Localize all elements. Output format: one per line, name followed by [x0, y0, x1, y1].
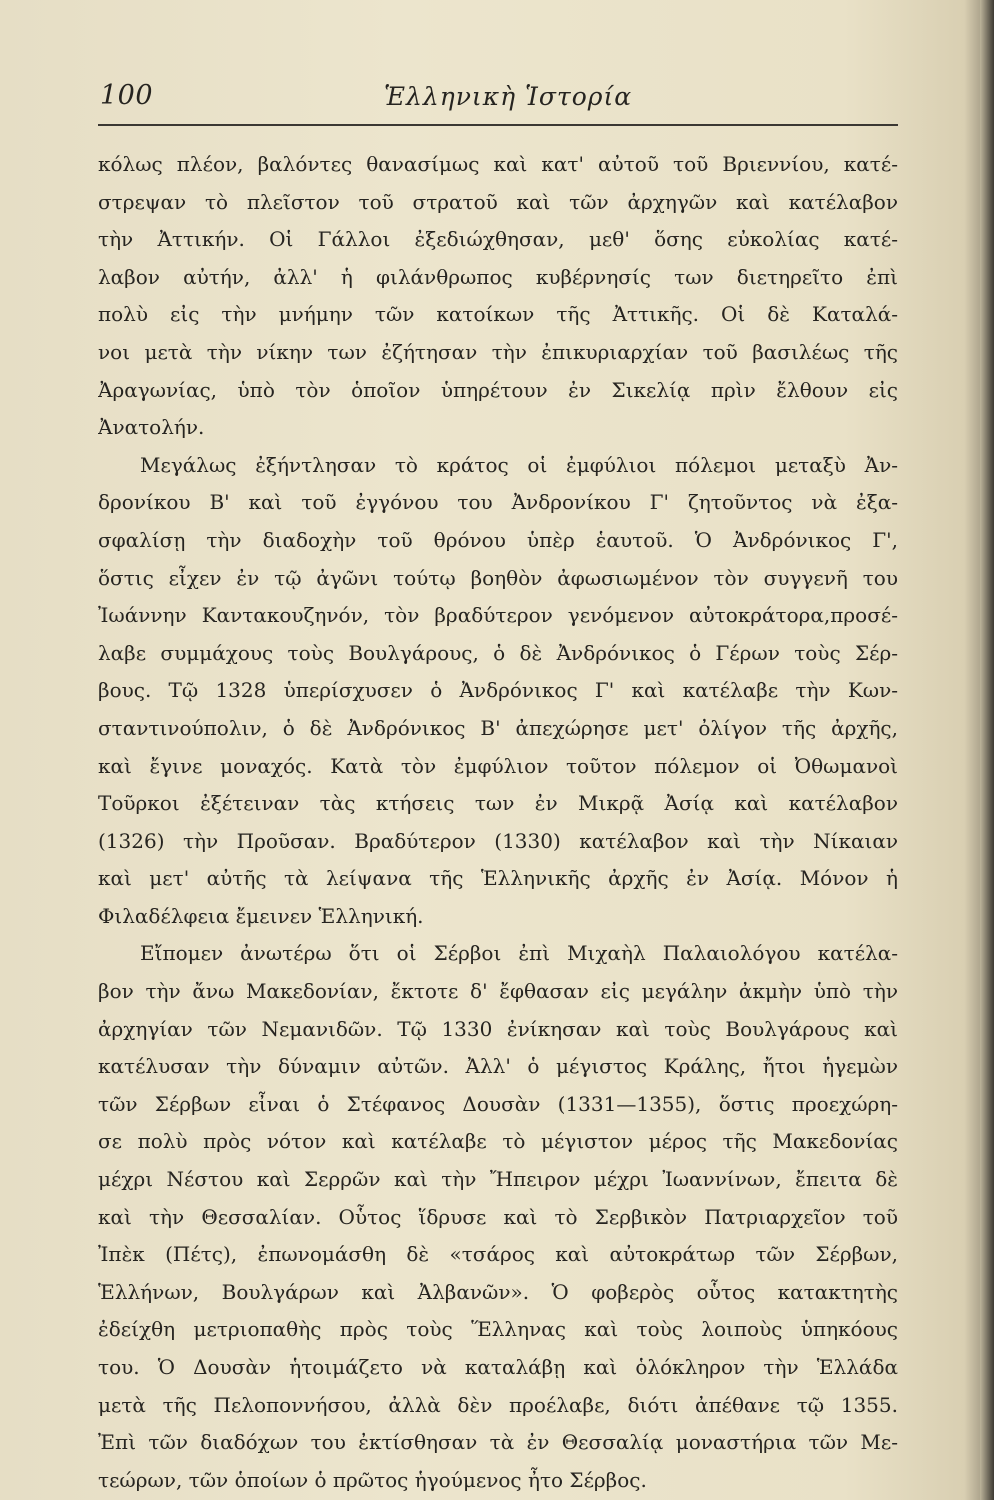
text-line: τεώρων, τῶν ὁποίων ὁ πρῶτος ἡγούμενος ἦτο Σέρβος. — [98, 1467, 647, 1492]
header-rule — [98, 124, 898, 126]
text-line: τῶν Σέρβων εἶναι ὁ Στέφανος Δουσὰν (1331—1355), ὅστις προεχώρη- — [98, 1091, 898, 1116]
text-line: σφαλίσῃ τὴν διαδοχὴν τοῦ θρόνου ὑπὲρ ἑαυτοῦ. Ὁ Ἀνδρόνικος Γ', — [98, 527, 898, 552]
page-binding-edge — [980, 0, 994, 1500]
running-title: Ἑλληνικὴ Ἱστορία — [384, 82, 633, 111]
text-line: κατέλυσαν τὴν δύναμιν αὐτῶν. Ἀλλ' ὁ μέγιστος Κράλης, ἤτοι ἡγεμὼν — [98, 1054, 898, 1079]
page-number: 100 — [100, 80, 154, 111]
page-header — [98, 76, 898, 120]
text-line: καὶ μετ' αὐτῆς τὰ λείψανα τῆς Ἑλληνικῆς ἀρχῆς ἐν Ἀσίᾳ. Μόνον ἡ — [98, 866, 898, 891]
text-line: ὅστις εἶχεν ἐν τῷ ἀγῶνι τούτῳ βοηθὸν ἀφωσιωμένον τὸν συγγενῆ του — [98, 565, 898, 590]
text-line: Εἴπομεν ἀνωτέρω ὅτι οἱ Σέρβοι ἐπὶ Μιχαὴλ Παλαιολόγου κατέλα- — [140, 941, 898, 966]
text-line: Ἀραγωνίας, ὑπὸ τὸν ὁποῖον ὑπηρέτουν ἐν Σικελίᾳ πρὶν ἔλθουν εἰς — [98, 377, 898, 402]
text-line: στρεψαν τὸ πλεῖστον τοῦ στρατοῦ καὶ τῶν ἀρχηγῶν καὶ κατέλαβον — [98, 189, 898, 214]
text-line: ἐδείχθη μετριοπαθὴς πρὸς τοὺς Ἕλληνας καὶ τοὺς λοιποὺς ὑπηκόους — [98, 1317, 898, 1342]
text-line: καὶ ἔγινε μοναχός. Κατὰ τὸν ἐμφύλιον τοῦτον πόλεμον οἱ Ὀθωμανοὶ — [98, 753, 898, 778]
text-line: μετὰ τῆς Πελοποννήσου, ἀλλὰ δὲν προέλαβε, διότι ἀπέθανε τῷ 1355. — [98, 1392, 898, 1417]
text-line: Ἰπὲκ (Πέτς), ἐπωνομάσθη δὲ «τσάρος καὶ αὐτοκράτωρ τῶν Σέρβων, — [98, 1242, 898, 1267]
text-line: νοι μετὰ τὴν νίκην των ἐζήτησαν τὴν ἐπικυριαρχίαν τοῦ βασιλέως τῆς — [98, 339, 898, 364]
text-line: Ἰωάννην Καντακουζηνόν, τὸν βραδύτερον γενόμενον αὐτοκράτορα,προσέ- — [98, 603, 898, 628]
text-line: ἀρχηγίαν τῶν Νεμανιδῶν. Τῷ 1330 ἐνίκησαν καὶ τοὺς Βουλγάρους καὶ — [98, 1016, 898, 1041]
text-line: πολὺ εἰς τὴν μνήμην τῶν κατοίκων τῆς Ἀττικῆς. Οἱ δὲ Καταλά- — [98, 302, 898, 327]
text-line: τὴν Ἀττικήν. Οἱ Γάλλοι ἐξεδιώχθησαν, μεθ' ὅσης εὐκολίας κατέ- — [98, 227, 898, 252]
text-line: βον τὴν ἄνω Μακεδονίαν, ἔκτοτε δ' ἔφθασαν εἰς μεγάλην ἀκμὴν ὑπὸ τὴν — [98, 979, 898, 1004]
text-line: δρονίκου Β' καὶ τοῦ ἐγγόνου του Ἀνδρονίκου Γ' ζητοῦντος νὰ ἐξα- — [98, 490, 898, 515]
text-line: κόλως πλέον, βαλόντες θανασίμως καὶ κατ' αὐτοῦ τοῦ Βριεννίου, κατέ- — [98, 152, 898, 176]
text-line: Ἀνατολήν. — [98, 415, 205, 440]
text-line: βους. Τῷ 1328 ὑπερίσχυσεν ὁ Ἀνδρόνικος Γ' καὶ κατέλαβε τὴν Κων- — [98, 678, 898, 703]
text-line: Ἑλλήνων, Βουλγάρων καὶ Ἀλβανῶν». Ὁ φοβερὸς οὗτος κατακτητὴς — [98, 1279, 898, 1304]
text-line: σε πολὺ πρὸς νότον καὶ κατέλαβε τὸ μέγιστον μέρος τῆς Μακεδονίας — [98, 1129, 898, 1154]
body-text — [98, 146, 898, 1499]
text-line: Φιλαδέλφεια ἔμεινεν Ἑλληνική. — [98, 903, 424, 928]
text-line: Τοῦρκοι ἐξέτειναν τὰς κτήσεις των ἐν Μικρᾷ Ἀσίᾳ καὶ κατέλαβον — [98, 791, 898, 816]
text-line: του. Ὁ Δουσὰν ἡτοιμάζετο νὰ καταλάβῃ καὶ ὁλόκληρον τὴν Ἑλλάδα — [98, 1355, 898, 1379]
text-line: καὶ τὴν Θεσσαλίαν. Οὗτος ἵδρυσε καὶ τὸ Σερβικὸν Πατριαρχεῖον τοῦ — [98, 1204, 898, 1229]
text-line: Ἐπὶ τῶν διαδόχων του ἐκτίσθησαν τὰ ἐν Θεσσαλίᾳ μοναστήρια τῶν Με- — [98, 1430, 898, 1455]
text-line: λαβον αὐτήν, ἀλλ' ἡ φιλάνθρωπος κυβέρνησίς των διετηρεῖτο ἐπὶ — [98, 264, 898, 289]
text-line: μέχρι Νέστου καὶ Σερρῶν καὶ τὴν Ἤπειρον μέχρι Ἰωαννίνων, ἔπειτα δὲ — [98, 1167, 898, 1192]
text-line: Μεγάλως ἐξήντλησαν τὸ κράτος οἱ ἐμφύλιοι πόλεμοι μεταξὺ Ἀν- — [140, 452, 898, 477]
text-line: λαβε συμμάχους τοὺς Βουλγάρους, ὁ δὲ Ἀνδρόνικος ὁ Γέρων τοὺς Σέρ- — [98, 640, 898, 665]
text-line: (1326) τὴν Προῦσαν. Βραδύτερον (1330) κατέλαβον καὶ τὴν Νίκαιαν — [98, 828, 898, 853]
text-line: σταντινούπολιν, ὁ δὲ Ἀνδρόνικος Β' ἀπεχώρησε μετ' ὀλίγον τῆς ἀρχῆς, — [98, 715, 898, 740]
